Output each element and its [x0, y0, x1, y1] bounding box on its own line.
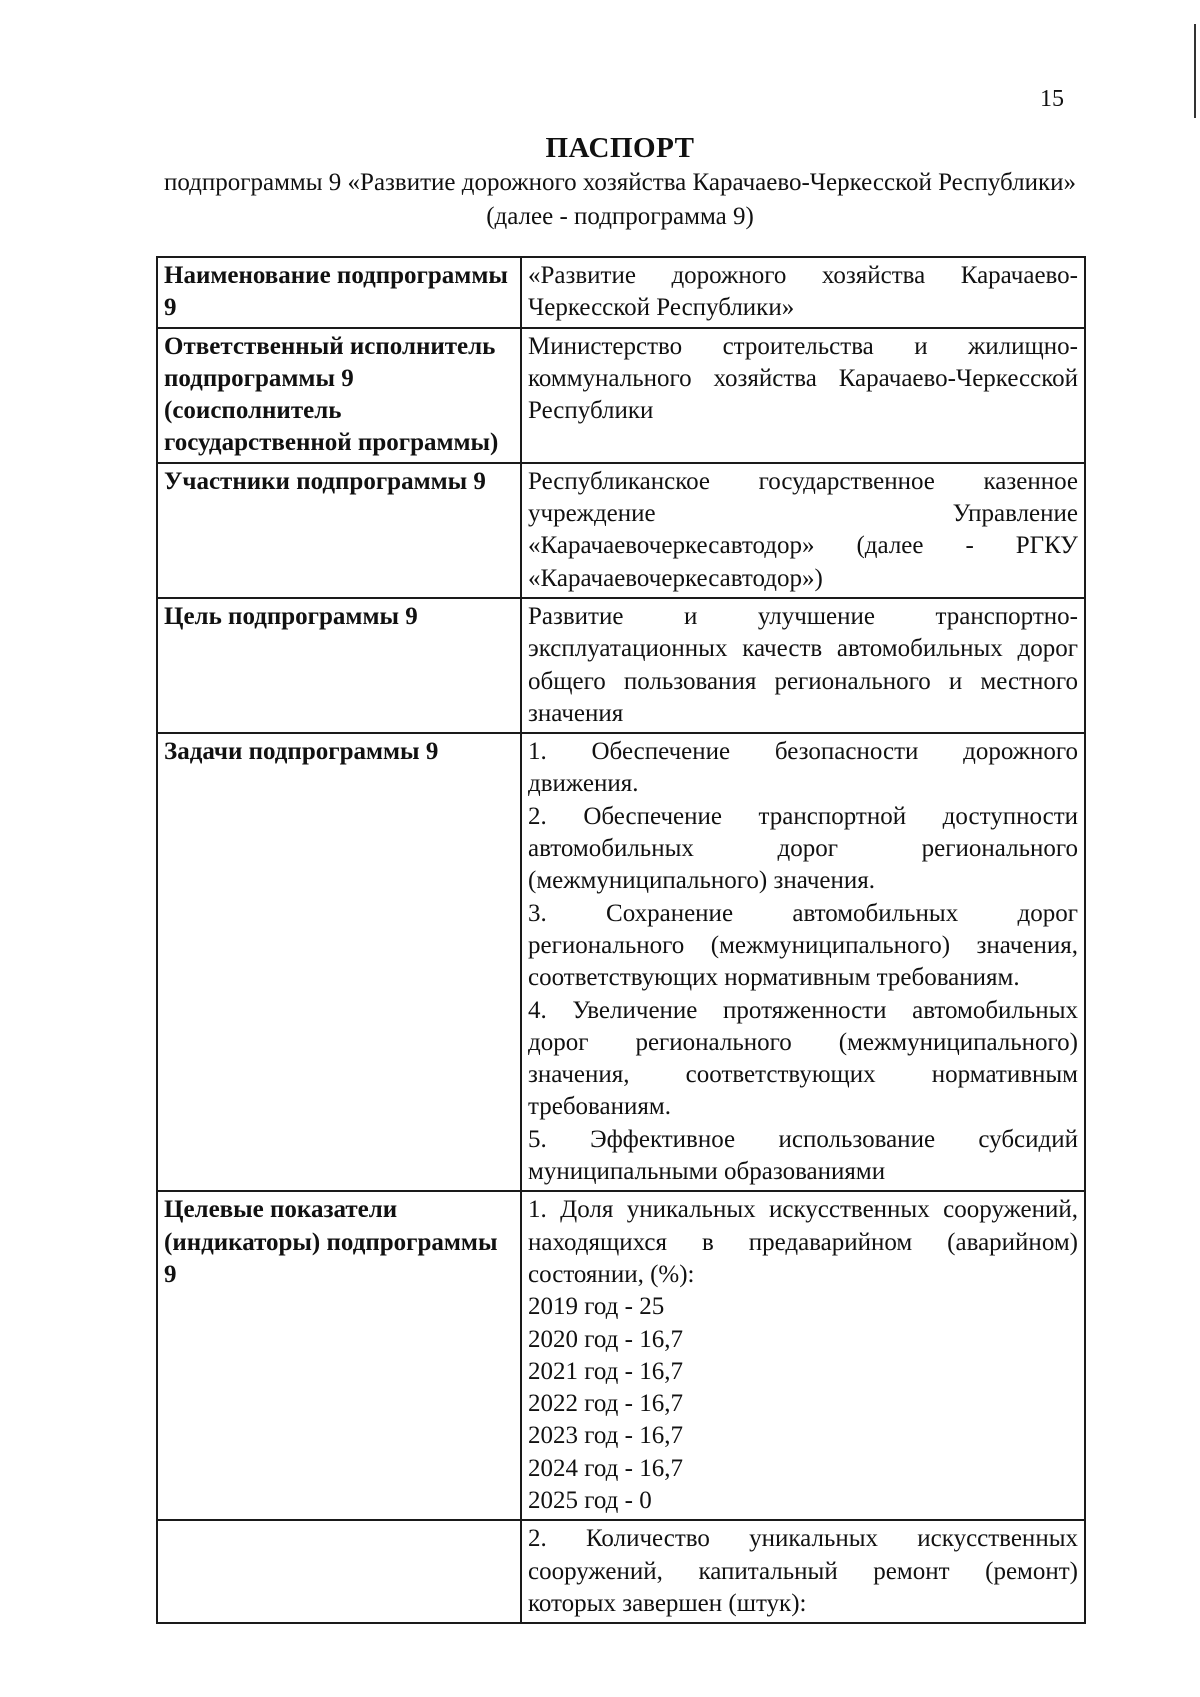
row-value: Развитие и улучшение транспортно-эксплуатационных качеств автомобильных дорог общего пользования регионального и местного значения — [521, 598, 1085, 733]
table-row-indicators-continued — [157, 1520, 1085, 1623]
table-row-participants — [157, 463, 1085, 598]
row-label — [157, 1520, 521, 1623]
table-row-indicators — [157, 1191, 1085, 1520]
row-label: Наименование подпрограммы 9 — [157, 257, 521, 328]
row-label: Целевые показатели (индикаторы) подпрограммы 9 — [157, 1191, 521, 1520]
row-value: Республиканское государственное казенное учреждение Управление «Карачаевочеркесавтодор» (далее - РГКУ «Карачаевочеркесавтодор») — [521, 463, 1085, 598]
table-row-executor — [157, 328, 1085, 463]
row-value: 1. Доля уникальных искусственных сооружений, находящихся в предаварийном (аварийном) состоянии, (%): 2019 год - 25 2020 год - 16,7 2021 год - 16,7 2022 год - 16,7 2023 год - 16,7 2024 год - 16,7 2025 год - 0 — [521, 1191, 1085, 1520]
row-value: 1. Обеспечение безопасности дорожного движения. 2. Обеспечение транспортной доступности автомобильных дорог регионального (межмуниципального) значения. 3. Сохранение автомобильных дорог регионального (межмуниципального) значения, соответствующих нормативным требованиям. 4. Увеличение протяженности автомобильных дорог регионального (межмуниципального) значения, соответствующих нормативным требованиям. 5. Эффективное использование субсидий муниципальными образованиями — [521, 733, 1085, 1191]
row-value: Министерство строительства и жилищно-коммунального хозяйства Карачаево-Черкесской Республики — [521, 328, 1085, 463]
table-row-name — [157, 257, 1085, 328]
scan-edge-mark — [1194, 24, 1196, 118]
document-title: ПАСПОРТ — [545, 132, 695, 164]
row-label: Задачи подпрограммы 9 — [157, 733, 521, 1191]
row-value: «Развитие дорожного хозяйства Карачаево-Черкесской Республики» — [521, 257, 1085, 328]
page-number: 15 — [1040, 86, 1064, 112]
row-label: Участники подпрограммы 9 — [157, 463, 521, 598]
row-label: Цель подпрограммы 9 — [157, 598, 521, 733]
table-row-tasks — [157, 733, 1085, 1191]
row-value: 2. Количество уникальных искусственных сооружений, капитальный ремонт (ремонт) которых завершен (штук): — [521, 1520, 1085, 1623]
row-label: Ответственный исполнитель подпрограммы 9 (соисполнитель государственной программы) — [157, 328, 521, 463]
passport-table — [156, 256, 1086, 1624]
table-row-goal — [157, 598, 1085, 733]
document-subtitle: подпрограммы 9 «Развитие дорожного хозяйства Карачаево-Черкесской Республики» (далее - подпрограмма 9) — [164, 169, 1076, 230]
